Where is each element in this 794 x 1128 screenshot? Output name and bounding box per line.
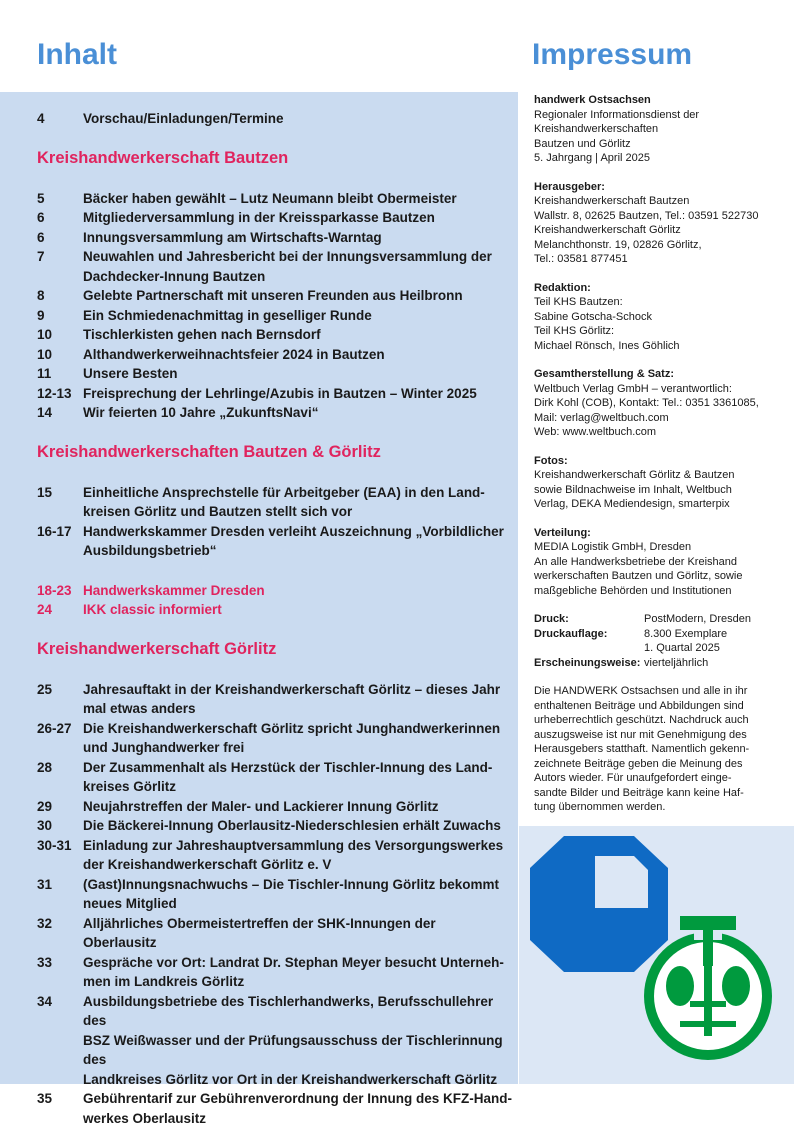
publication-line: 5. Jahrgang | April 2025 [534, 152, 650, 164]
imprint-block-heading: Redaktion: [534, 281, 591, 294]
toc-page-number: 31 [37, 876, 53, 892]
toc-entry-title: Tischlerkisten gehen nach Bernsdorf [83, 327, 321, 342]
imprint-block-line: Michael Rönsch, Ines Göhlich [534, 339, 680, 352]
toc-entry-title: Ausbildungsbetriebe des Tischlerhandwerks, Berufsschullehrer des BSZ Weißwasser und der Prüfungsausschuss der Tischlerinnung des Landkreises Görlitz vor Ort in der Kreishandwerkerschaft Görlitz [83, 993, 503, 1087]
imprint-block-line: Verlag, DEKA Mediendesign, smarterpix [534, 498, 730, 510]
imprint-block-line: Tel.: 03581 877451 [534, 253, 628, 265]
imprint-block-line: Kreishandwerkerschaft Görlitz [534, 224, 681, 236]
toc-entry [37, 797, 512, 817]
toc-entry [37, 914, 512, 953]
imprint-block-line: Sabine Gotscha-Schock [534, 310, 653, 323]
print-detail-row [534, 627, 784, 642]
toc-entry [37, 719, 512, 758]
toc-page-number: 26-27 [37, 720, 72, 736]
imprint-heading: Impressum [532, 38, 693, 71]
imprint [534, 93, 784, 829]
toc-spacer [37, 561, 512, 581]
toc-page-number: 16-17 [37, 523, 72, 539]
toc-entry [37, 992, 512, 1090]
toc-entry-title: Neuwahlen und Jahresbericht bei der Innungsversammlung der Dachdecker-Innung Bautzen [83, 249, 492, 284]
imprint-block-line: Kreishandwerkerschaft Görlitz & Bautzen [534, 469, 735, 481]
toc-entry-title: Die Bäckerei-Innung Oberlausitz-Niederschlesien erhält Zuwachs [83, 818, 501, 833]
toc-entry [37, 600, 512, 620]
notice-line: auszugsweise ist nur mit Genehmigung des [534, 728, 747, 741]
notice-line: sandte Bilder und Beiträge kann keine Haf- [534, 786, 744, 799]
toc-entry [37, 306, 512, 326]
publication-line: Regionaler Informationsdienst der [534, 108, 700, 121]
imprint-block [534, 180, 784, 267]
toc-page-number: 35 [37, 1091, 53, 1106]
toc-entry-title: Althandwerkerweihnachtsfeier 2024 in Bautzen [83, 346, 385, 362]
toc-entry-title: Handwerkskammer Dresden [83, 582, 265, 598]
imprint-block-line: Wallstr. 8, 02625 Bautzen, Tel.: 03591 522730 [534, 209, 759, 222]
toc-section-heading: Kreishandwerkerschaft Bautzen [37, 148, 289, 167]
toc-entry [37, 403, 512, 423]
toc-page-number: 5 [37, 190, 45, 206]
toc-entry [37, 680, 512, 719]
imprint-block [534, 281, 784, 354]
imprint-print-details [534, 612, 784, 670]
toc-entry [37, 247, 512, 286]
toc-entry [37, 189, 512, 209]
toc-entry [37, 758, 512, 797]
toc-entry [37, 384, 512, 404]
imprint-block-heading: Verteilung: [534, 526, 591, 539]
toc-page-number: 7 [37, 249, 45, 264]
toc-entry [37, 345, 512, 365]
toc-entry-title: Gebührentarif zur Gebührenverordnung der Innung des KFZ-Hand- werkes Oberlausitz [83, 1091, 513, 1126]
toc-entry-title: (Gast)Innungsnachwuchs – Die Tischler-Innung Görlitz bekommt neues Mitglied [83, 876, 500, 911]
toc-page-number: 10 [37, 327, 53, 342]
toc-page-number: 4 [37, 111, 45, 126]
print-detail-label: Druck: [534, 613, 569, 625]
toc-page-number: 29 [37, 798, 53, 814]
imprint-block [534, 526, 784, 599]
toc-entry [37, 109, 512, 129]
notice-line: Herausgebers statthaft. Namentlich gekenn- [534, 743, 750, 755]
print-detail-label [534, 641, 644, 656]
handwerk-logo [530, 836, 786, 1068]
imprint-copyright-notice [534, 684, 784, 815]
print-detail-label: Erscheinungsweise: [534, 656, 641, 669]
hexagon-cutout-icon [530, 836, 668, 972]
toc-entry [37, 581, 512, 601]
toc-entry-title: Gespräche vor Ort: Landrat Dr. Stephan Meyer besucht Unterneh- men im Landkreis Görlitz [83, 954, 504, 989]
toc-page-number: 30 [37, 818, 53, 833]
imprint-block-line: An alle Handwerksbetriebe der Kreishand [534, 555, 738, 568]
toc-page-number: 6 [37, 210, 45, 225]
toc-page-number: 8 [37, 288, 45, 303]
toc-page-number: 15 [37, 484, 53, 500]
toc-section-heading: Kreishandwerkerschaft Görlitz [37, 639, 277, 658]
toc-entry-title: Handwerkskammer Dresden verleiht Auszeichnung „Vorbildlicher Ausbildungsbetrieb“ [83, 523, 504, 558]
toc-entry [37, 522, 512, 561]
print-detail-row [534, 612, 784, 627]
toc-entry-title: Alljährliches Obermeistertreffen der SHK-Innungen der Oberlausitz [83, 915, 436, 950]
imprint-block-line: Web: www.weltbuch.com [534, 426, 657, 438]
toc-entry-title: Vorschau/Einladungen/Termine [83, 111, 284, 126]
publication-title: handwerk Ostsachsen [534, 94, 651, 106]
toc-page-number: 10 [37, 346, 53, 362]
imprint-block-line: werkerschaften Bautzen und Görlitz, sowie [534, 570, 743, 582]
toc-page-number: 9 [37, 307, 45, 323]
toc-entry-title: Mitgliederversammlung in der Kreissparkasse Bautzen [83, 210, 435, 225]
print-detail-value: 1. Quartal 2025 [644, 642, 720, 654]
notice-line: zeichnete Beiträge geben die Meinung des [534, 757, 743, 770]
imprint-publication [534, 93, 784, 166]
toc-entry-title: Bäcker haben gewählt – Lutz Neumann bleibt Obermeister [83, 190, 457, 206]
contents-heading: Inhalt [37, 38, 117, 71]
toc-page-number: 28 [37, 759, 53, 775]
toc-entry [37, 1089, 512, 1128]
print-detail-value: PostModern, Dresden [644, 613, 751, 625]
toc-entry [37, 836, 512, 875]
toc-entry [37, 816, 512, 836]
toc-page-number: 24 [37, 602, 53, 617]
notice-line: Die HANDWERK Ostsachsen und alle in ihr [534, 685, 748, 697]
table-of-contents [37, 109, 512, 1128]
notice-line: urheberrechtlich geschützt. Nachdruck auch [534, 714, 749, 726]
toc-entry-title: Gelebte Partnerschaft mit unseren Freunden aus Heilbronn [83, 288, 463, 303]
print-detail-row [534, 641, 784, 656]
toc-entry [37, 286, 512, 306]
imprint-block-line: Teil KHS Bautzen: [534, 296, 623, 308]
toc-entry-title: Einladung zur Jahreshauptversammlung des Versorgungswerkes der Kreishandwerkerschaft Görlitz e. V [83, 837, 504, 872]
toc-entry [37, 364, 512, 384]
toc-entry-title: Der Zusammenhalt als Herzstück der Tischler-Innung des Land- kreises Görlitz [83, 759, 493, 794]
publication-line: Kreishandwerkerschaften [534, 123, 659, 135]
toc-page-number: 18-23 [37, 582, 72, 598]
imprint-block-line: MEDIA Logistik GmbH, Dresden [534, 541, 692, 553]
toc-entry-title: Unsere Besten [83, 366, 178, 381]
toc-entry-title: Wir feierten 10 Jahre „ZukunftsNavi“ [83, 405, 319, 420]
toc-page-number: 6 [37, 229, 45, 245]
toc-page-number: 14 [37, 405, 53, 420]
print-detail-label: Druckauflage: [534, 627, 608, 640]
toc-entry [37, 953, 512, 992]
imprint-block [534, 367, 784, 440]
imprint-block-heading: Fotos: [534, 454, 568, 467]
toc-entry-title: IKK classic informiert [83, 602, 222, 617]
imprint-block-line: Teil KHS Görlitz: [534, 325, 615, 337]
toc-page-number: 30-31 [37, 837, 72, 853]
toc-entry-title: Einheitliche Ansprechstelle für Arbeitgeber (EAA) in den Land- kreisen Görlitz und Bautzen stellt sich vor [83, 484, 485, 519]
toc-section-heading: Kreishandwerkerschaften Bautzen & Görlitz [37, 442, 381, 461]
print-detail-row [534, 656, 784, 671]
toc-page-number: 33 [37, 954, 53, 970]
toc-entry [37, 483, 512, 522]
toc-page-number: 12-13 [37, 385, 72, 401]
toc-page-number: 32 [37, 915, 53, 931]
toc-entry-title: Innungsversammlung am Wirtschafts-Warntag [83, 229, 382, 245]
imprint-block-heading: Gesamtherstellung & Satz: [534, 368, 674, 380]
toc-entry-title: Jahresauftakt in der Kreishandwerkerschaft Görlitz – dieses Jahr mal etwas anders [83, 681, 501, 716]
toc-entry-title: Die Kreishandwerkerschaft Görlitz spricht Junghandwerkerinnen und Junghandwerker frei [83, 720, 501, 755]
toc-page-number: 11 [37, 366, 52, 381]
toc-entry [37, 228, 512, 248]
imprint-block-line: Melanchthonstr. 19, 02826 Görlitz, [534, 238, 702, 251]
notice-line: enthaltenen Beiträge und Abbildungen sind [534, 699, 744, 712]
imprint-block-heading: Herausgeber: [534, 180, 605, 193]
toc-page-number: 25 [37, 681, 53, 697]
notice-line: Autors wieder. Für unaufgefordert einge- [534, 772, 732, 784]
toc-entry-title: Neujahrstreffen der Maler- und Lackierer Innung Görlitz [83, 798, 439, 814]
imprint-block-line: Mail: verlag@weltbuch.com [534, 411, 669, 424]
print-detail-value: 8.300 Exemplare [644, 627, 728, 640]
notice-line: tung übernommen werden. [534, 801, 666, 813]
toc-entry [37, 325, 512, 345]
toc-entry-title: Ein Schmiedenachmittag in geselliger Runde [83, 307, 372, 323]
imprint-block-line: maßgebliche Behörden und Institutionen [534, 584, 732, 597]
imprint-block [534, 454, 784, 512]
imprint-block-line: Weltbuch Verlag GmbH – verantwortlich: [534, 382, 732, 395]
imprint-block-line: sowie Bildnachweise im Inhalt, Weltbuch [534, 483, 732, 496]
toc-entry [37, 208, 512, 228]
imprint-block-line: Kreishandwerkerschaft Bautzen [534, 195, 690, 207]
publication-line: Bautzen und Görlitz [534, 137, 631, 150]
toc-page-number: 34 [37, 993, 53, 1009]
toc-entry-title: Freisprechung der Lehrlinge/Azubis in Bautzen – Winter 2025 [83, 385, 477, 401]
print-detail-value: vierteljährlich [644, 656, 709, 669]
imprint-block-line: Dirk Kohl (COB), Kontakt: Tel.: 0351 3361085, [534, 397, 759, 409]
toc-entry [37, 875, 512, 914]
